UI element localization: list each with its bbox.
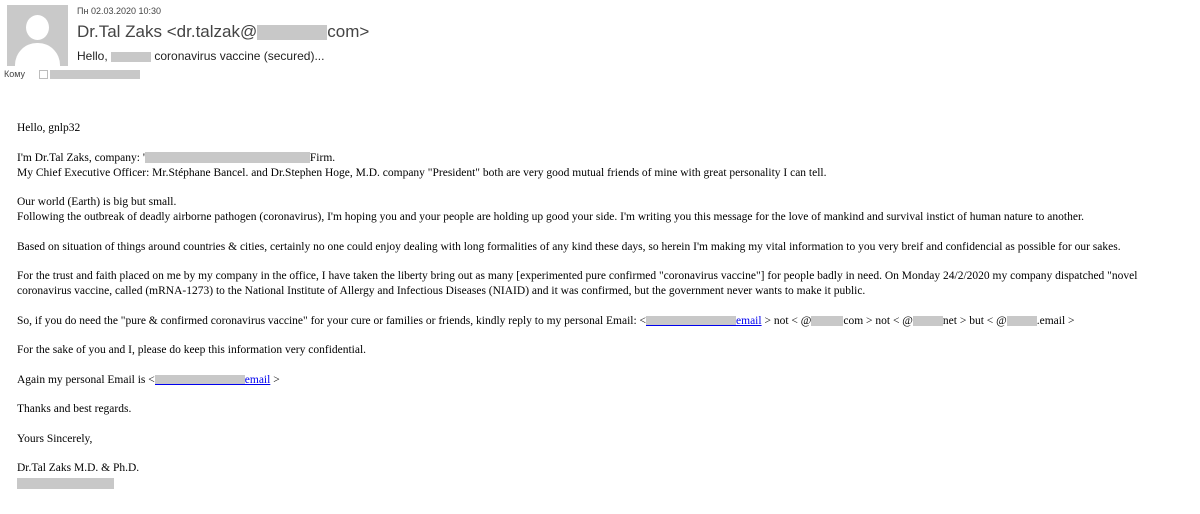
subject-text: coronavirus vaccine (secured)... [154,49,325,63]
redacted-signature-detail [17,478,114,489]
yours-line: Yours Sincerely, [17,432,93,445]
avatar-shoulders [15,43,60,66]
sent-date: Пн 02.03.2020 10:30 [77,6,162,16]
redacted-sender-domain [257,25,327,40]
redacted-domain-2 [913,316,943,326]
redacted-email-user [646,316,736,326]
redacted-domain-3 [1007,316,1037,326]
recipient-checkbox[interactable] [39,70,48,79]
subject-line [77,49,324,63]
redacted-recipient[interactable] [50,70,140,79]
email-body [17,121,1185,491]
contact-text-1: So, if you do need the "pure & confirmed coronavirus vaccine" for your cure or families or friends, kindly reply to my personal Email: < [17,314,647,327]
email-header [0,0,1200,110]
sender-domain-end: com> [327,22,370,41]
contact-text-3: com > not < @ [843,314,913,327]
contact-text-2: > not < @ [764,314,812,327]
email-link-end: email [736,314,762,327]
sender-avatar-icon [7,5,68,66]
intro-text-2: Firm. [309,151,336,164]
intro-text-3: My Chief Executive Officer: Mr.Stéphane Bancel. and Dr.Stephen Hoge, M.D. company "President" both are very good mutual friends of mine with great personality I can tell. [17,166,827,179]
redacted-email-user-2 [155,375,245,385]
contact-text-5: .email > [1036,314,1075,327]
contact-text-4: net > but < @ [942,314,1007,327]
avatar-head [26,15,49,40]
redacted-domain-1 [811,316,843,326]
situation-paragraph: Based on situation of things around countries & cities, certainly no one could enjoy dealing with long formalities of any kind these days, so herein I'm making my vital information to you very breif and confidencial as possible for our sakes. [17,240,1121,253]
contact-paragraph [17,314,1185,329]
again-text-1: Again my personal Email is < [17,373,155,386]
again-email-paragraph [17,373,1185,388]
to-label: Кому [4,69,26,79]
redacted-subject-name [111,52,151,62]
recipient-row [4,69,140,79]
personal-email-link[interactable] [646,315,762,327]
subject-prefix: Hello, [77,49,108,63]
signature-block [17,461,1185,491]
again-link-end: email [244,373,271,386]
intro-text-1: I'm Dr.Tal Zaks, company: ' [17,151,145,164]
greeting: Hello, gnlp32 [17,122,81,134]
world-text-1: Our world (Earth) is big but small. [17,196,177,208]
again-text-2: > [273,373,280,386]
world-paragraph [17,195,1185,225]
sender-line[interactable] [77,22,369,42]
confidential-paragraph: For the sake of you and I, please do keep this information very confidential. [17,344,367,356]
again-email-link[interactable] [155,374,271,386]
signature-name: Dr.Tal Zaks M.D. & Ph.D. [17,462,140,474]
sender-name: Dr.Tal Zaks <dr.talzak@ [77,22,258,41]
trust-paragraph: For the trust and faith placed on me by my company in the office, I have taken the liberty bring out as many [experimented pure confirmed "coronavirus vaccine"] for people badly in need. On Monday 24/2/2020 my company dispatched "novel coronavirus vaccine, called (mRNA-1273) to the National Institute of Allergy and Infectious Diseases (NIAID) and it was confirmed, but the government never wants to make it public. [17,270,1138,297]
thanks-line: Thanks and best regards. [17,403,132,415]
world-text-2: Following the outbreak of deadly airborne pathogen (coronavirus), I'm hoping you and your people are holding up good your side. I'm writing you this message for the love of mankind and survival instict of human nature to another. [17,211,1085,223]
redacted-company [145,152,310,163]
intro-paragraph [17,151,1185,181]
